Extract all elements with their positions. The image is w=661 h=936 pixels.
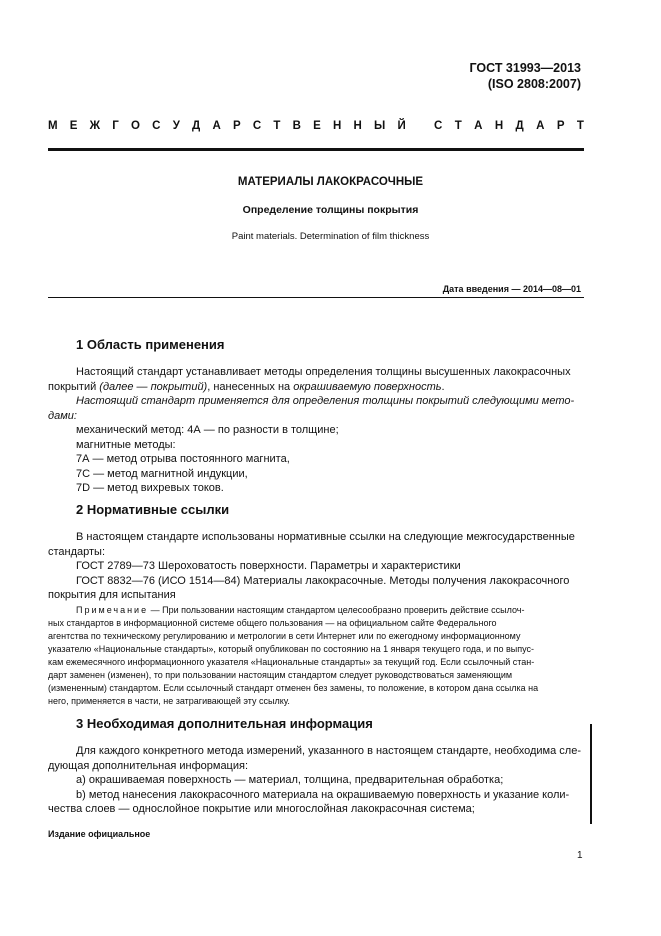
banner-letter: Е [69, 120, 78, 132]
italic-text: окрашиваемую поверхность [293, 380, 442, 393]
banner-letter: В [292, 120, 301, 132]
banner-word-standard [434, 120, 584, 132]
section-3-line: Для каждого конкретного метода измерений, указанного в настоящем стандарте, необходима сле- [76, 745, 581, 757]
note-line: дарт заменен (изменен), то при пользовании настоящим стандартом следует руководствоваться заменяющим [48, 670, 513, 680]
date-rule [48, 297, 584, 298]
banner-letter: Н [353, 120, 362, 132]
italic-text: (далее — покрытий) [99, 380, 208, 393]
list-item: b) метод нанесения лакокрасочного материала на окрашиваемую поверхность и указание коли- [76, 788, 570, 801]
section-1-heading: 1 Область применения [76, 337, 225, 352]
banner-letter: Т [576, 120, 584, 132]
section-1-paragraph-1-line-1: Настоящий стандарт устанавливает методы определения толщины высушенных лакокрасочных [76, 366, 571, 378]
list-item: механический метод: 4А — по разности в толщине; [76, 424, 339, 436]
banner-letter: А [536, 120, 545, 132]
banner-letter: О [131, 120, 140, 132]
note-line: него, применяется в части, не затрагивающей эту ссылку. [48, 696, 290, 706]
normative-reference: ГОСТ 8832—76 (ИСО 1514—84) Материалы лакокрасочные. Методы получения лакокрасочного [76, 574, 570, 587]
edition-label: Издание официальное [48, 829, 151, 839]
note-line: (измененным) стандартом. Если ссылочный стандарт отменен без замены, то положение, в котором дана ссылка на [48, 683, 539, 693]
section-2-note [48, 604, 584, 708]
banner-letter: С [152, 120, 161, 132]
banner-letter: С [434, 120, 443, 132]
section-3-body [48, 744, 584, 817]
page-number: 1 [577, 850, 583, 861]
note-line: ных стандартов в информационной системе общего пользования — на официальном сайте Федерального [48, 618, 497, 628]
banner-letter: А [474, 120, 483, 132]
note-line: Примечание — При пользовании настоящим стандартом целесообразно проверить действие ссылоч- [76, 605, 525, 615]
normative-reference-continuation: покрытия для испытания [48, 589, 176, 601]
document-title-english: Paint materials. Determination of film thickness [231, 231, 430, 242]
section-2-paragraph-line-2: стандарты: [48, 545, 106, 558]
list-item-continuation: чества слоев — однослойное покрытие или многослойная лакокрасочная система; [48, 803, 475, 815]
doc-number: ГОСТ 31993—2013 [469, 61, 581, 75]
banner-letter: Н [332, 120, 342, 132]
list-item: 7А — метод отрыва постоянного магнита, [76, 453, 290, 465]
normative-reference: ГОСТ 2789—73 Шероховатость поверхности. Параметры и характеристики [76, 560, 461, 572]
introduction-date: Дата введения — 2014—08—01 [442, 284, 581, 294]
section-2-heading: 2 Нормативные ссылки [76, 502, 230, 517]
note-line: кам ежемесячного информационного указателя «Национальные стандарты» за текущий год. Если ссылочный стан- [48, 657, 535, 667]
banner-word-interstate [48, 120, 406, 132]
section-2-paragraph-line-1: В настоящем стандарте использованы нормативные ссылки на следующие межгосударственные [76, 531, 575, 543]
note-label: Примечание [76, 605, 149, 615]
document-subtitle: Определение толщины покрытия [242, 204, 419, 216]
section-1-body [48, 365, 584, 496]
iso-number: (ISO 2808:2007) [487, 77, 581, 91]
banner-letter: У [172, 120, 180, 132]
standard-banner [48, 120, 584, 132]
section-1-paragraph-2-line-2: дами: [48, 409, 77, 422]
banner-letter: А [212, 120, 221, 132]
banner-letter: С [252, 120, 262, 132]
banner-letter: Е [313, 120, 321, 132]
list-item: 7С — метод магнитной индукции, [76, 467, 248, 480]
section-1-paragraph-1-line-2: покрытий (далее — покрытий), нанесенных на окрашиваемую поверхность. [48, 380, 445, 393]
list-item: магнитные методы: [76, 438, 176, 451]
section-3-line: дующая дополнительная информация: [48, 759, 249, 772]
banner-letter: Р [232, 120, 241, 132]
header-rule [48, 148, 584, 151]
banner-letter: Ы [374, 120, 386, 132]
banner-letter: Т [454, 120, 462, 132]
banner-letter: Н [494, 120, 504, 132]
banner-letter: Д [192, 120, 201, 132]
banner-letter: Г [112, 120, 119, 132]
list-item: а) окрашиваемая поверхность — материал, толщина, предварительная обработка; [76, 774, 504, 786]
change-bar [590, 724, 592, 824]
note-line: указателю «Национальные стандарты», который опубликован по состоянию на 1 января текущего года, и по выпус- [48, 644, 534, 654]
banner-letter: Й [397, 120, 406, 132]
banner-letter: Т [273, 120, 281, 132]
section-3-heading: 3 Необходимая дополнительная информация [76, 716, 373, 731]
section-1-paragraph-2-line-1: Настоящий стандарт применяется для определения толщины покрытий следующими мето- [76, 395, 575, 407]
document-id [469, 60, 581, 92]
banner-letter: М [48, 120, 58, 132]
list-item: 7D — метод вихревых токов. [76, 482, 224, 494]
section-2-body [48, 530, 584, 603]
note-line: агентства по техническому регулированию и метрологии в сети Интернет или по ежегодному информационному [48, 631, 521, 641]
banner-letter: Ж [89, 120, 101, 132]
document-title: МАТЕРИАЛЫ ЛАКОКРАСОЧНЫЕ [237, 176, 424, 188]
banner-letter: Р [556, 120, 565, 132]
banner-letter: Д [515, 120, 524, 132]
